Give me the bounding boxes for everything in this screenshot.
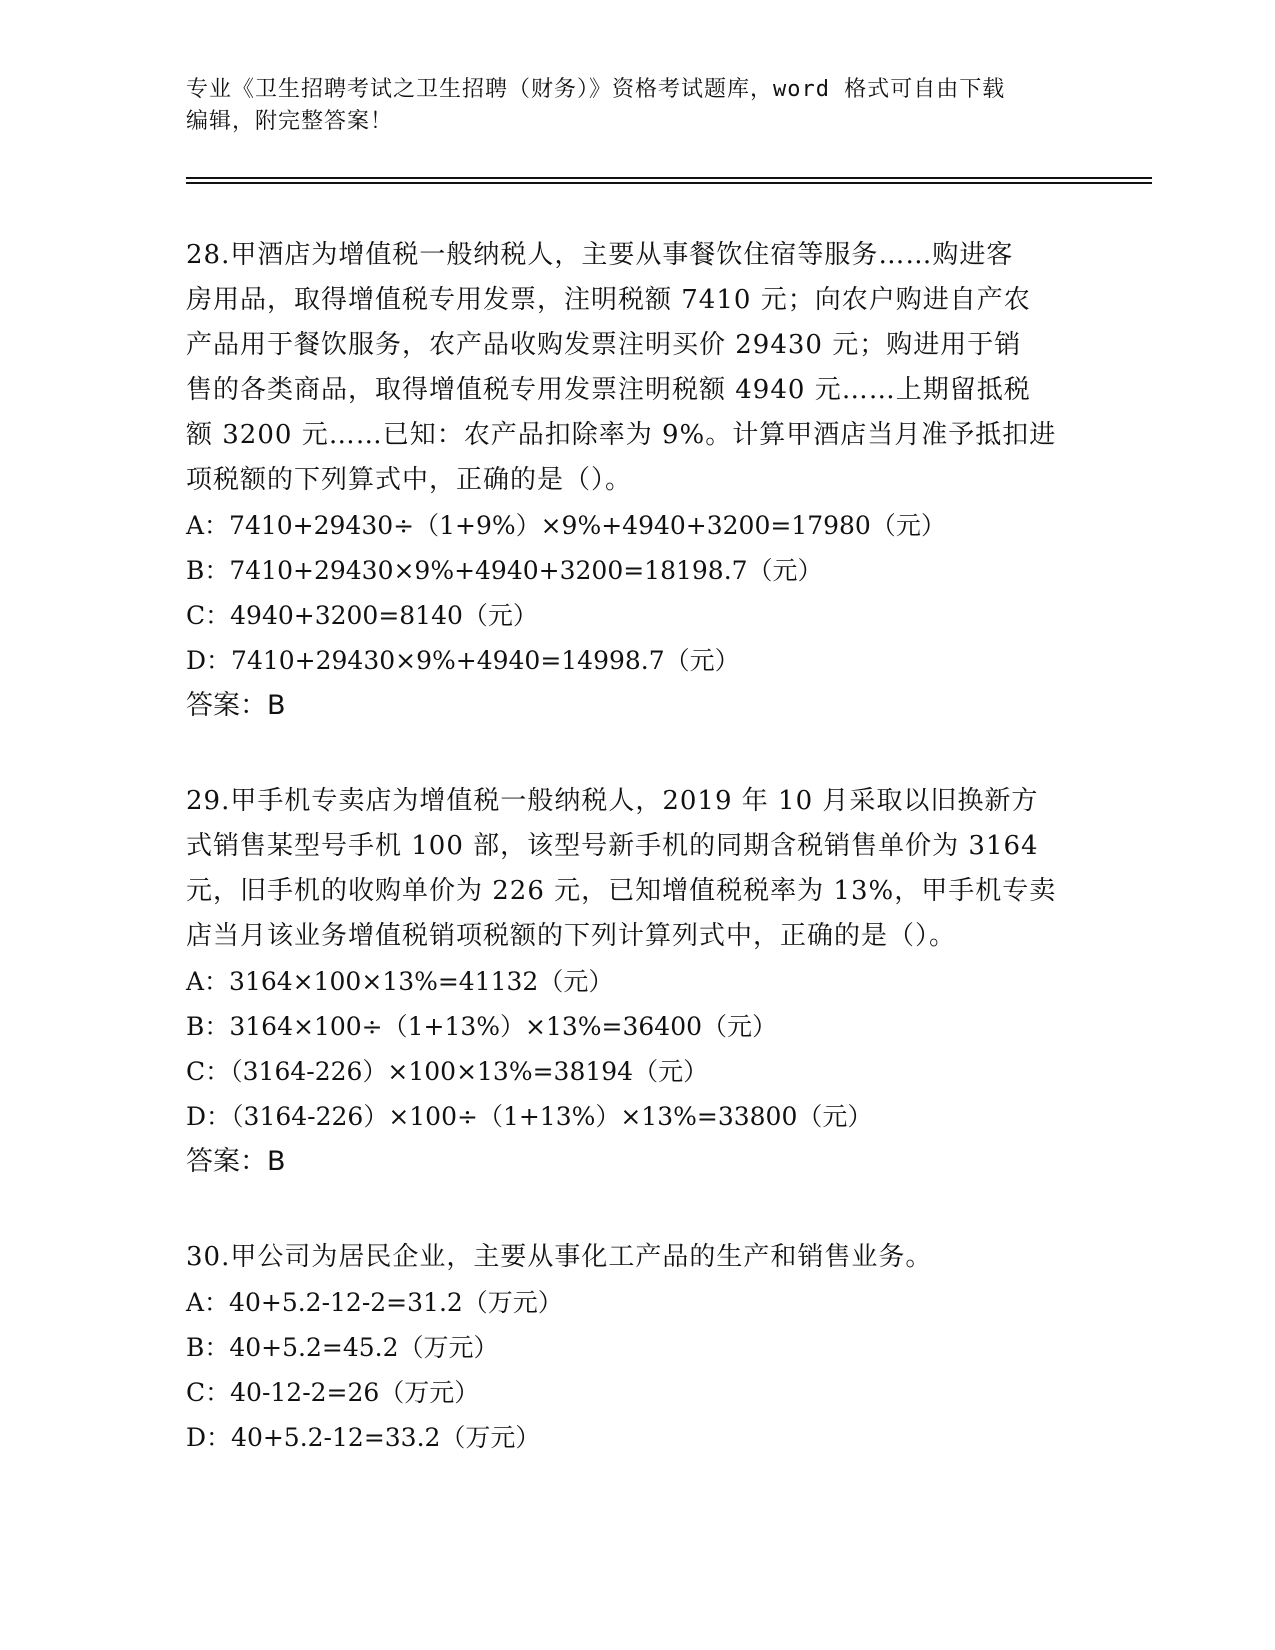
option-a: A：40+5.2-12-2=31.2（万元） xyxy=(186,1288,563,1317)
option-d: D：7410+29430×9%+4940=14998.7（元） xyxy=(186,646,740,675)
document-header xyxy=(186,74,1086,138)
option-a: A：7410+29430÷（1+9%）×9%+4940+3200=17980（元） xyxy=(186,511,946,540)
answer-line: 答案：B xyxy=(186,690,286,721)
header-line-1: 专业《卫生招聘考试之卫生招聘（财务）》资格考试题库，word 格式可自由下载 xyxy=(186,77,1006,102)
question-text-line: 房用品，取得增值税专用发票，注明税额 7410 元；向农户购进自产农 xyxy=(186,285,1031,315)
question-28 xyxy=(186,233,1086,728)
option-c: C：40-12-2=26（万元） xyxy=(186,1378,480,1407)
header-rule-bottom xyxy=(186,182,1152,184)
question-text-line: 28.甲酒店为增值税一般纳税人，主要从事餐饮住宿等服务……购进客 xyxy=(186,240,1014,270)
option-a: A：3164×100×13%=41132（元） xyxy=(186,967,614,996)
question-30 xyxy=(186,1235,1086,1460)
question-text-line: 元，旧手机的收购单价为 226 元，已知增值税税率为 13%，甲手机专卖 xyxy=(186,876,1057,906)
option-b: B：40+5.2=45.2（万元） xyxy=(186,1333,499,1362)
option-d: D：40+5.2-12=33.2（万元） xyxy=(186,1423,541,1452)
question-text-line: 式销售某型号手机 100 部，该型号新手机的同期含税销售单价为 3164 xyxy=(186,831,1039,861)
header-line-2: 编辑，附完整答案！ xyxy=(186,109,394,134)
question-text-line: 额 3200 元……已知：农产品扣除率为 9%。计算甲酒店当月准予抵扣进 xyxy=(186,420,1057,450)
option-d: D：（3164-226）×100÷（1+13%）×13%=33800（元） xyxy=(186,1102,873,1131)
option-b: B：7410+29430×9%+4940+3200=18198.7（元） xyxy=(186,556,823,585)
question-text-line: 店当月该业务增值税销项税额的下列计算列式中，正确的是（）。 xyxy=(186,921,957,951)
option-c: C：4940+3200=8140（元） xyxy=(186,601,538,630)
question-text-line: 29.甲手机专卖店为增值税一般纳税人，2019 年 10 月采取以旧换新方 xyxy=(186,786,1039,816)
question-29 xyxy=(186,779,1086,1184)
question-text-line: 项税额的下列算式中，正确的是（）。 xyxy=(186,465,633,495)
question-text-line: 30.甲公司为居民企业，主要从事化工产品的生产和销售业务。 xyxy=(186,1242,933,1272)
question-text-line: 售的各类商品，取得增值税专用发票注明税额 4940 元……上期留抵税 xyxy=(186,375,1031,405)
answer-line: 答案：B xyxy=(186,1146,286,1177)
option-c: C：（3164-226）×100×13%=38194（元） xyxy=(186,1057,709,1086)
header-rule-top xyxy=(186,177,1152,179)
question-text-line: 产品用于餐饮服务，农产品收购发票注明买价 29430 元；购进用于销 xyxy=(186,330,1022,360)
option-b: B：3164×100÷（1+13%）×13%=36400（元） xyxy=(186,1012,778,1041)
